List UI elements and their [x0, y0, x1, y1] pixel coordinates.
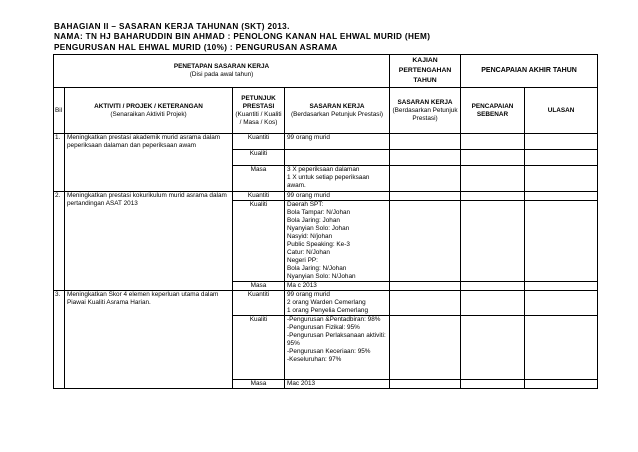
row-kajian-cell [390, 380, 461, 389]
row-kualiti-value [285, 150, 390, 166]
table-row [54, 192, 598, 201]
row-kuantiti-value: 99 orang murid [285, 134, 390, 150]
skt-table [53, 54, 598, 389]
row-sebenar-cell [461, 201, 525, 282]
row-ulasan-cell [525, 166, 598, 192]
row-masa-label: Masa [233, 166, 285, 192]
row-ulasan-cell [525, 192, 598, 201]
row-kajian-cell [390, 291, 461, 316]
row-sebenar-cell [461, 282, 525, 291]
col-sasaran-sub: (Berdasarkan Petunjuk Prestasi) [291, 110, 384, 118]
section-title: BAHAGIAN II – SASARAN KERJA TAHUNAN (SKT) 2013. [54, 22, 290, 31]
row-ulasan-cell [525, 316, 598, 380]
row-bil: 1. [54, 134, 65, 192]
pencapaian-header: PENCAPAIAN AKHIR TAHUN [461, 55, 598, 88]
row-kuantiti-value: 99 orang murid 2 orang Warden Cemerlang 1 orang Penyelia Cemerlang [285, 291, 390, 316]
row-ulasan-cell [525, 380, 598, 389]
col-aktiviti-title: AKTIVITI / PROJEK / KETERANGAN [94, 102, 203, 110]
row-ulasan-cell [525, 134, 598, 150]
row-masa-value: Ma c 2013 [285, 282, 390, 291]
row-kuantiti-label: Kuantiti [233, 192, 285, 201]
col-sasaran-mid-title: SASARAN KERJA [397, 98, 453, 106]
row-masa-label: Masa [233, 380, 285, 389]
row-kuantiti-label: Kuantiti [233, 134, 285, 150]
row-kualiti-label: Kualiti [233, 316, 285, 380]
col-aktiviti [65, 88, 233, 134]
col-sasaran [285, 88, 390, 134]
col-petunjuk-sub: (Kuantiti / Kualiti / Masa / Kos) [235, 110, 282, 126]
row-masa-value: 3 X peperiksaan dalaman 1 X untuk setiap peperiksaan awam. [285, 166, 390, 192]
row-kajian-cell [390, 166, 461, 192]
col-pencapaian-sebenar: PENCAPAIAN SEBENAR [461, 88, 525, 134]
row-sebenar-cell [461, 380, 525, 389]
table-row [54, 134, 598, 150]
col-petunjuk-title: PETUNJUK PRESTASI [241, 94, 276, 110]
row-kajian-cell [390, 316, 461, 380]
row-sebenar-cell [461, 166, 525, 192]
row-kuantiti-label: Kuantiti [233, 291, 285, 316]
row-ulasan-cell [525, 291, 598, 316]
row-kualiti-value: Daerah SPT: Bola Tampar: N/Johan Bola Jaring: Johan Nyanyian Solo: Johan Nasyid: N/johan Public Speaking: Ke-3 Catur: N/Johan Negeri PP: Bola Jaring: N/Johan Nyanyian Solo: N/Johan [285, 201, 390, 282]
row-kajian-cell [390, 150, 461, 166]
col-petunjuk [233, 88, 285, 134]
row-kajian-cell [390, 134, 461, 150]
row-ulasan-cell [525, 201, 598, 282]
header-row-top [54, 55, 598, 88]
row-sebenar-cell [461, 192, 525, 201]
row-kajian-cell [390, 192, 461, 201]
row-sebenar-cell [461, 150, 525, 166]
col-sasaran-mid-sub: (Berdasarkan Petunjuk Prestasi) [392, 106, 458, 122]
row-masa-label: Masa [233, 282, 285, 291]
col-sasaran-title: SASARAN KERJA [309, 102, 365, 110]
row-kajian-cell [390, 201, 461, 282]
row-ulasan-cell [525, 150, 598, 166]
area-line: PENGURUSAN HAL EHWAL MURID (10%) : PENGURUSAN ASRAMA [54, 43, 338, 52]
header-row-columns [54, 88, 598, 134]
row-aktiviti: Meningkatkan prestasi akademik murid asrama dalam peperiksaan dalaman dan peperiksaan awam [65, 134, 233, 192]
col-ulasan: ULASAN [525, 88, 598, 134]
row-kualiti-value: -Pengurusan &Pentadbiran: 98% -Pengurusan Fizikal: 95% -Pengurusan Perlaksanaan aktiviti: 95% -Pengurusan Keceriaan: 95% -Keseluruhan: 97% [285, 316, 390, 380]
row-sebenar-cell [461, 134, 525, 150]
row-sebenar-cell [461, 316, 525, 380]
table-row [54, 291, 598, 316]
row-kualiti-label: Kualiti [233, 150, 285, 166]
kajian-header: KAJIAN PERTENGAHAN TAHUN [390, 55, 461, 88]
row-bil: 2. [54, 192, 65, 291]
row-kajian-cell [390, 282, 461, 291]
row-kualiti-label: Kualiti [233, 201, 285, 282]
col-bil: Bil [54, 88, 65, 134]
row-bil: 3. [54, 291, 65, 389]
col-sasaran-mid [390, 88, 461, 134]
row-kuantiti-value: 99 orang murid [285, 192, 390, 201]
row-masa-value: Mac 2013 [285, 380, 390, 389]
name-line: NAMA: TN HJ BAHARUDDIN BIN AHMAD : PENOLONG KANAN HAL EHWAL MURID (HEM) [54, 32, 431, 41]
row-aktiviti: Meningkatkan prestasi kokurikulum murid asrama dalam pertandingan ASAT 2013 [65, 192, 233, 291]
row-aktiviti: Meningkatkan Skor 4 elemen keperluan utama dalam Piawai Kualiti Asrama Harian. [65, 291, 233, 389]
penetapan-subtitle: (Disi pada awal tahun) [189, 71, 254, 78]
penetapan-title: PENETAPAN SASARAN KERJA [173, 63, 270, 70]
row-sebenar-cell [461, 291, 525, 316]
penetapan-header [54, 55, 390, 88]
col-aktiviti-sub: (Senaraikan Aktiviti Projek) [110, 110, 187, 118]
row-ulasan-cell [525, 282, 598, 291]
